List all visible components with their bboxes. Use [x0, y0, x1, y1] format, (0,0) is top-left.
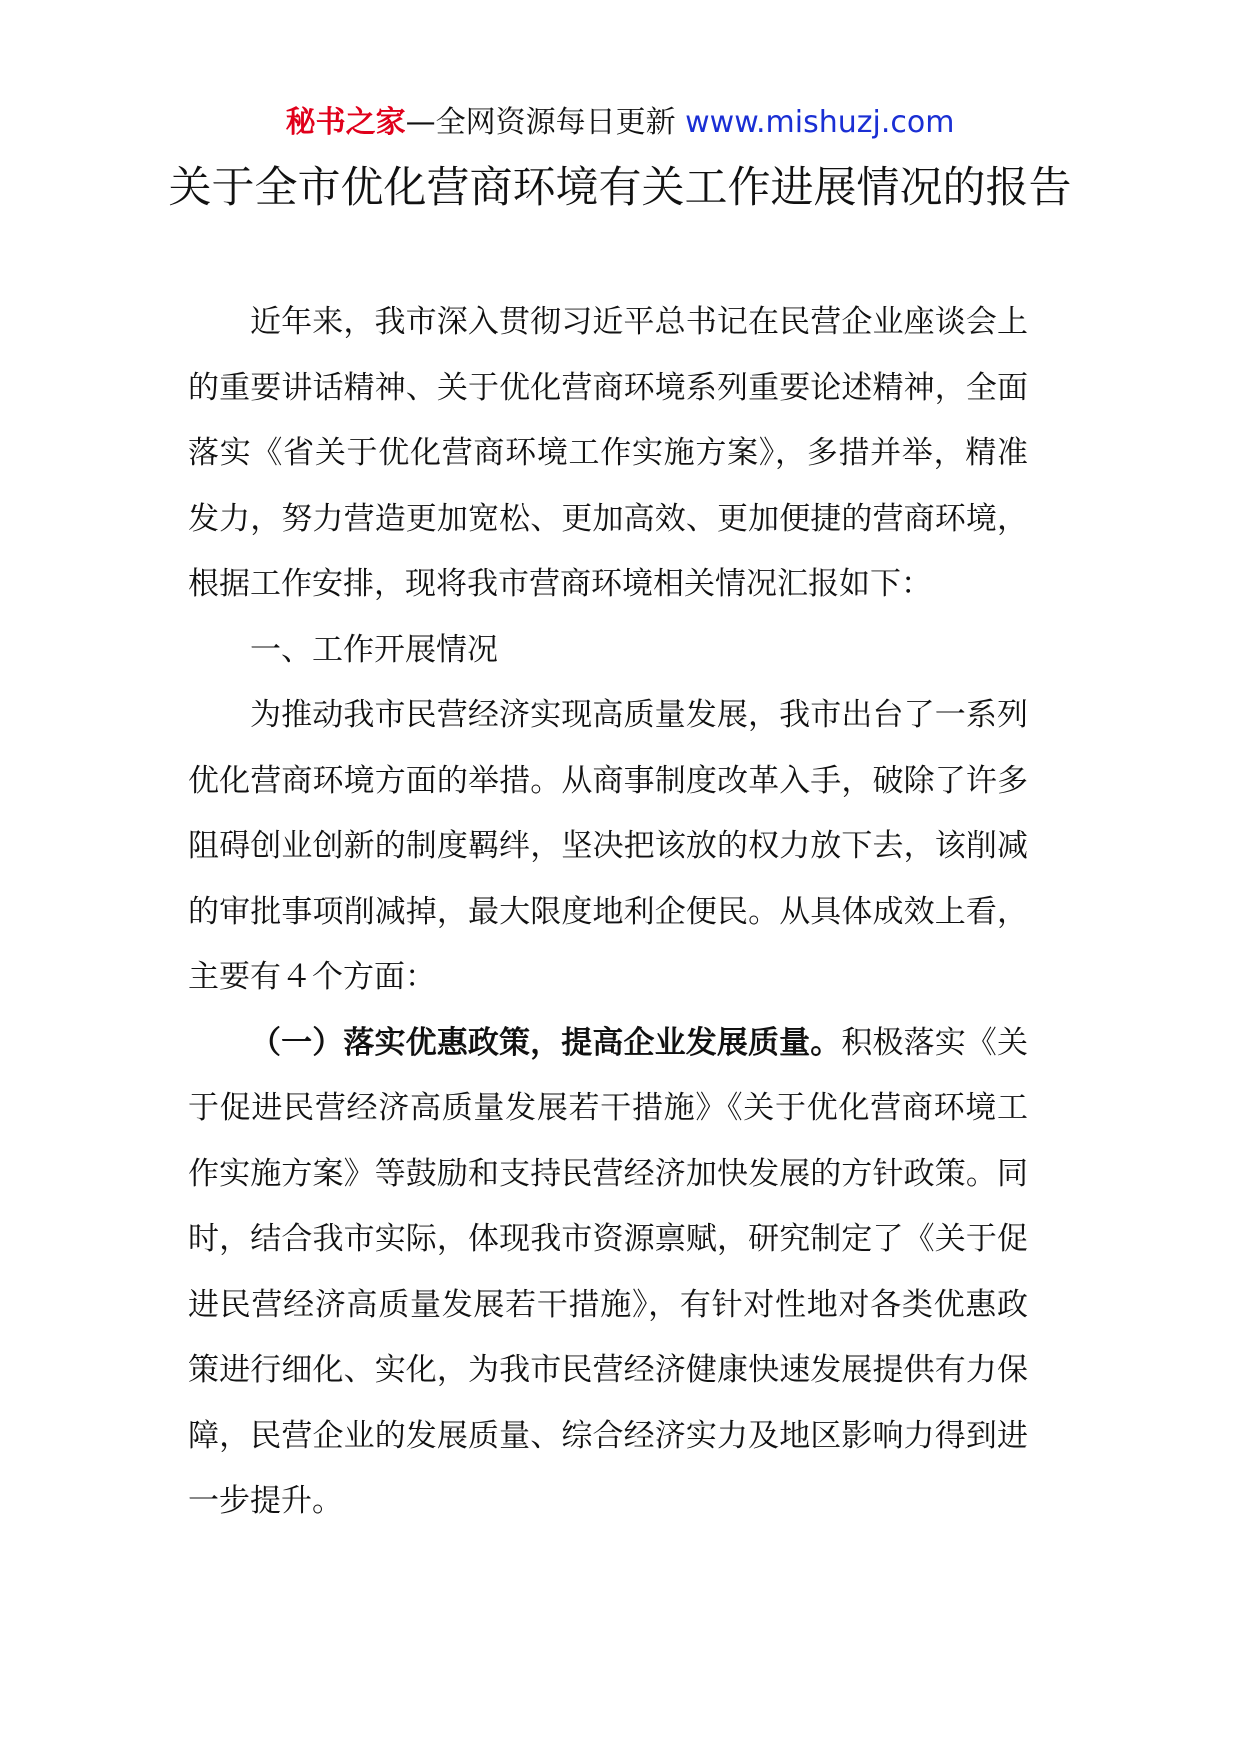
intro-paragraph: 近年来，我市深入贯彻习近平总书记在民营企业座谈会上的重要讲话精神、关于优化营商环境系列重要论述精神，全面落实《省关于优化营商环境工作实施方案》，多措并举，精准发力，努力营造更加宽松、更加高效、更加便捷的营商环境，根据工作安排，现将我市营商环境相关情况汇报如下： — [188, 304, 1028, 602]
document-body — [188, 290, 1028, 1535]
brand-name: 秘书之家 — [285, 105, 406, 140]
header-tagline: —全网资源每日更新 — [405, 105, 676, 140]
section-paragraph: 为推动我市民营经济实现高质量发展，我市出台了一系列优化营商环境方面的举措。从商事制度改革入手，破除了许多阻碍创业创新的制度羁绊，坚决把该放的权力放下去，该削减的审批事项削减掉，最大限度地利企便民。从具体成效上看，主要有４个方面： — [188, 697, 1028, 995]
watermark-header — [0, 100, 1240, 146]
section-heading: 一、工作开展情况 — [250, 631, 498, 668]
document-title: 关于全市优化营商环境有关工作进展情况的报告 — [168, 163, 1072, 213]
item-body-text: 积极落实《关于促进民营经济高质量发展若干措施》《关于优化营商环境工作实施方案》等鼓励和支持民营经济加快发展的方针政策。同时，结合我市实际，体现我市资源禀赋，研究制定了《关于促进民营经济高质量发展若干措施》，有针对性地对各类优惠政策进行细化、实化，为我市民营经济健康快速发展提供有力保障，民营企业的发展质量、综合经济实力及地区影响力得到进一步提升。 — [188, 1024, 1028, 1519]
item-lead-heading: （一）落实优惠政策，提高企业发展质量。 — [250, 1024, 842, 1061]
item-paragraph — [188, 1011, 1028, 1535]
site-link[interactable]: www.mishuzj.com — [685, 105, 955, 140]
